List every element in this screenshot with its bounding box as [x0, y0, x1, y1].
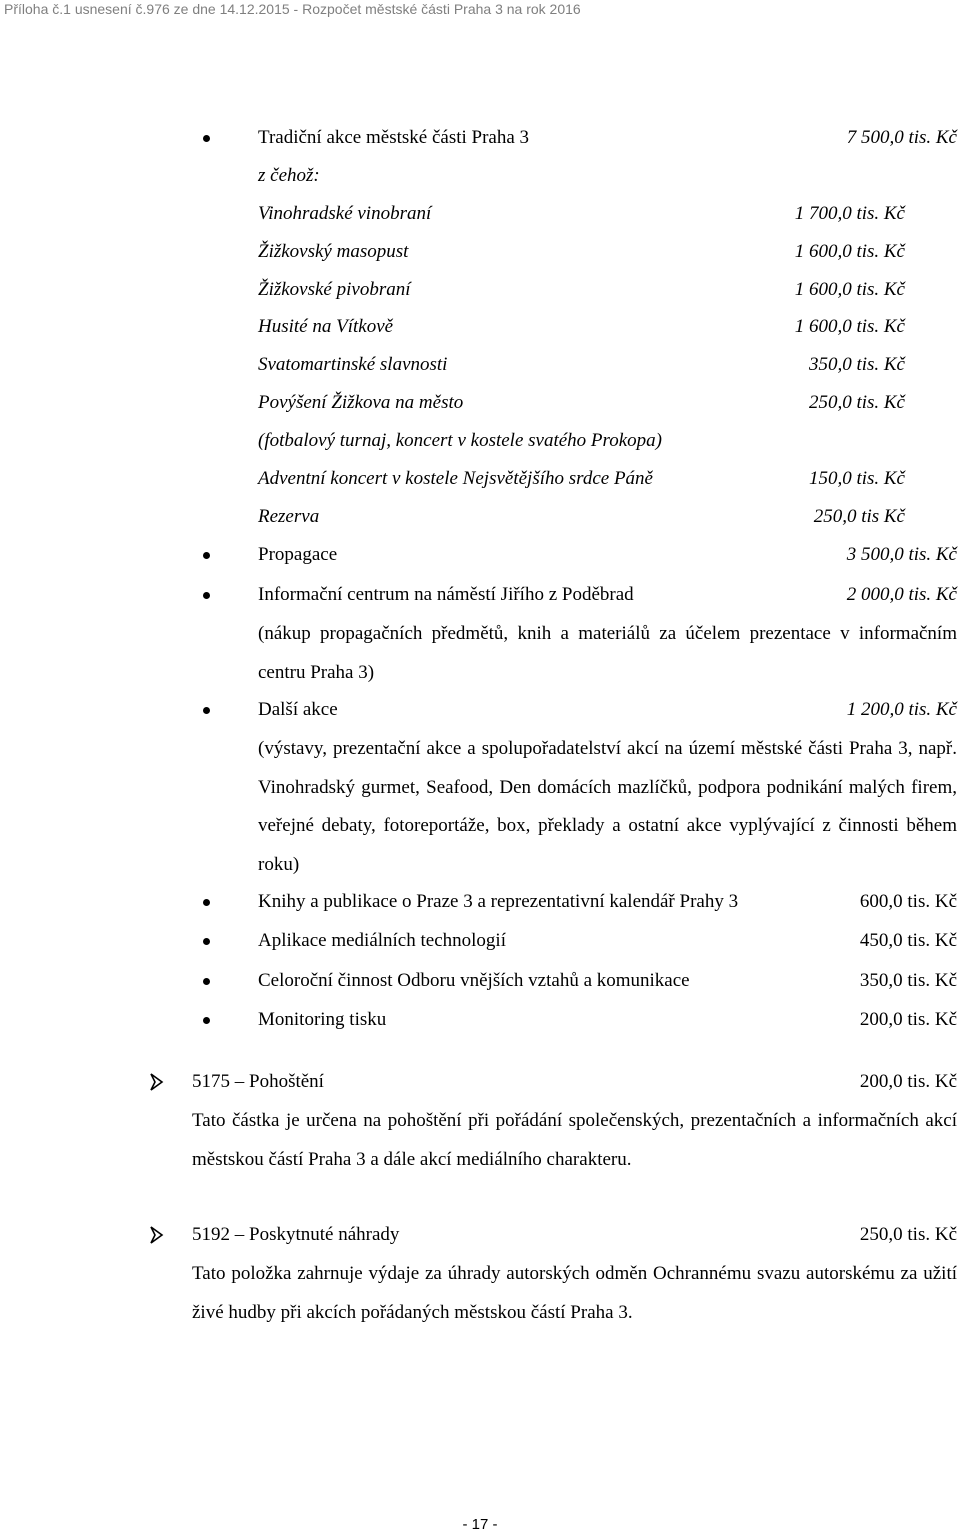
bullet-icon — [203, 1017, 210, 1024]
item-label-infocentrum: Informační centrum na náměstí Jiřího z Poděbrad — [258, 584, 634, 605]
arrow-bullet-icon — [150, 1073, 164, 1091]
item-label-aplikace: Aplikace mediálních technologií — [258, 930, 506, 951]
item-amount-tradicni-akce: 7 500,0 tis. Kč — [846, 127, 957, 148]
bullet-icon — [203, 592, 210, 599]
subitem-amount: 1 600,0 tis. Kč — [794, 241, 905, 262]
subitem-amount: 250,0 tis Kč — [813, 506, 905, 527]
subitem-amount: 1 600,0 tis. Kč — [794, 279, 905, 300]
subitem-label: Adventní koncert v kostele Nejsvětějšího srdce Páně — [258, 468, 653, 489]
bullet-icon — [203, 552, 210, 559]
item-note-infocentrum: (nákup propagačních předmětů, knih a materiálů za účelem prezentace v informačním centru Praha 3) — [258, 623, 957, 683]
section-text-pohosteni: Tato částka je určena na pohoštění při pořádání společenských, prezentačních a informačních akcí městskou částí Praha 3 a dále akcí mediálního charakteru. — [192, 1110, 957, 1170]
item-label-propagace: Propagace — [258, 544, 338, 565]
subitem-amount: 250,0 tis. Kč — [808, 392, 905, 413]
item-label-monitoring: Monitoring tisku — [258, 1009, 387, 1030]
item-amount-propagace: 3 500,0 tis. Kč — [846, 544, 957, 565]
subitem-label: (fotbalový turnaj, koncert v kostele svatého Prokopa) — [258, 430, 662, 451]
bullet-icon — [203, 899, 210, 906]
subitem-amount: 1 600,0 tis. Kč — [794, 316, 905, 337]
item-amount-knihy: 600,0 tis. Kč — [859, 891, 957, 912]
item-note-dalsi-akce: (výstavy, prezentační akce a spolupořadatelství akcí na území městské části Praha 3, např. Vinohradský gurmet, Seafood, Den domácích mazlíčků, podpora podnikání malých firem, veřejné debaty, fotoreportáže, box, překlady a ostatní akce vyplývající z činnosti během roku) — [258, 738, 957, 875]
bullet-icon — [203, 135, 210, 142]
item-label-dalsi-akce: Další akce — [258, 699, 338, 720]
page-number: - 17 - — [462, 1516, 498, 1533]
section-text-nahrady: Tato položka zahrnuje výdaje za úhrady autorských odměn Ochrannému svazu autorskému za užití živé hudby při akcích pořádaných městskou částí Praha 3. — [192, 1263, 957, 1323]
section-amount-pohosteni: 200,0 tis. Kč — [859, 1071, 957, 1092]
item-amount-dalsi-akce: 1 200,0 tis. Kč — [846, 699, 957, 720]
section-label-nahrady: 5192 – Poskytnuté náhrady — [192, 1224, 400, 1245]
subitem-label: Rezerva — [258, 506, 320, 527]
item-label-celorocni: Celoroční činnost Odboru vnějších vztahů a komunikace — [258, 970, 690, 991]
item-label-tradicni-akce: Tradiční akce městské části Praha 3 — [258, 127, 530, 148]
bullet-icon — [203, 978, 210, 985]
item-amount-monitoring: 200,0 tis. Kč — [859, 1009, 957, 1030]
subitem-label: Povýšení Žižkova na město — [258, 392, 464, 413]
arrow-bullet-icon — [150, 1226, 164, 1244]
subitem-label: Žižkovské pivobraní — [258, 279, 411, 300]
subitem-intro: z čehož: — [258, 165, 320, 186]
section-label-pohosteni: 5175 – Pohoštění — [192, 1071, 324, 1092]
subitem-label: Vinohradské vinobraní — [258, 203, 432, 224]
subitem-amount: 1 700,0 tis. Kč — [794, 203, 905, 224]
subitem-label: Husité na Vítkově — [258, 316, 394, 337]
document-header: Příloha č.1 usnesení č.976 ze dne 14.12.2015 - Rozpočet městské části Praha 3 na rok 2016 — [4, 1, 581, 17]
item-amount-aplikace: 450,0 tis. Kč — [859, 930, 957, 951]
section-amount-nahrady: 250,0 tis. Kč — [859, 1224, 957, 1245]
subitem-amount: 150,0 tis. Kč — [808, 468, 905, 489]
subitem-label: Svatomartinské slavnosti — [258, 354, 448, 375]
subitem-label: Žižkovský masopust — [258, 241, 409, 262]
subitem-amount: 350,0 tis. Kč — [808, 354, 905, 375]
bullet-icon — [203, 938, 210, 945]
item-label-knihy: Knihy a publikace o Praze 3 a reprezentativní kalendář Prahy 3 — [258, 891, 739, 912]
item-amount-infocentrum: 2 000,0 tis. Kč — [846, 584, 957, 605]
bullet-icon — [203, 707, 210, 714]
item-amount-celorocni: 350,0 tis. Kč — [859, 970, 957, 991]
